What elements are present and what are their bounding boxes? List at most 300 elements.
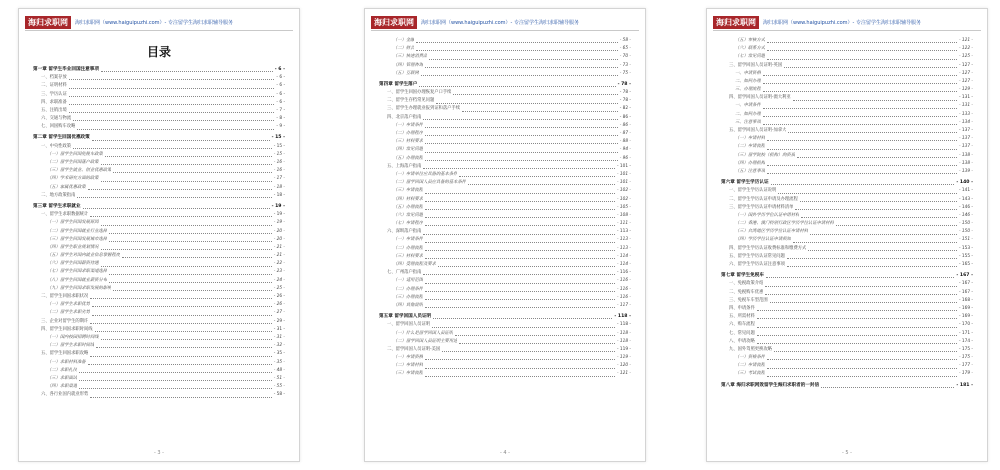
toc-entry[interactable] — [721, 127, 973, 135]
toc-entry-page: - 31 - — [273, 334, 285, 340]
toc-entry[interactable] — [721, 212, 973, 220]
toc-entry-title: 五、上海落户指南 — [387, 163, 422, 169]
toc-entry-title: （三）办理流程 — [393, 294, 424, 300]
toc-entry[interactable] — [721, 321, 973, 329]
dot-leader — [774, 351, 957, 352]
toc-entry[interactable] — [33, 159, 285, 167]
toc-entry[interactable] — [721, 228, 973, 236]
toc-entry[interactable] — [379, 253, 631, 261]
toc-entry[interactable] — [379, 228, 631, 236]
toc-entry-title: （三）考试流程 — [735, 371, 766, 377]
toc-entry[interactable] — [33, 269, 285, 277]
dot-leader — [462, 111, 618, 112]
dot-leader — [101, 71, 273, 72]
toc-entry-title: 三、办理流程 — [735, 87, 761, 93]
toc-entry[interactable] — [721, 187, 973, 195]
toc-entry-page: - 78 - — [619, 98, 631, 104]
toc-entry[interactable] — [721, 330, 973, 338]
toc-entry[interactable] — [721, 237, 973, 245]
toc-entry[interactable] — [379, 146, 631, 154]
toc-entry-title: 七、广州落户指南 — [387, 270, 422, 276]
toc-entry[interactable] — [721, 220, 973, 228]
toc-entry[interactable] — [721, 168, 973, 176]
toc-entry-page: - 31 - — [273, 326, 285, 332]
toc-entry-page: - 116 - — [616, 286, 631, 292]
toc-entry-page: - 167 - — [958, 281, 973, 287]
dot-leader — [105, 156, 272, 157]
toc-entry-page: - 73 - — [619, 62, 631, 68]
toc-entry[interactable] — [721, 94, 973, 102]
dot-leader — [425, 209, 615, 210]
toc-entry-title: （九）留学生回国求职发展的影响 — [47, 285, 112, 291]
toc-entry[interactable] — [33, 143, 285, 151]
dot-leader — [425, 127, 618, 128]
header-tagline: 海归求职网（www.haiguipuzhi.com）- 专注留学生海归求职辅导服务 — [763, 20, 921, 26]
toc-entry[interactable] — [721, 103, 973, 111]
toc-entry-title: 三、留学回国人员证明-英国 — [729, 62, 783, 68]
toc-entry[interactable] — [379, 155, 631, 163]
toc-title: 目录 — [146, 45, 171, 59]
toc-entry[interactable] — [33, 318, 285, 326]
toc-entry[interactable] — [33, 334, 285, 342]
dot-leader — [88, 364, 272, 365]
toc-entry[interactable] — [379, 245, 631, 253]
dot-leader — [101, 225, 272, 226]
toc-entry-page: - 113 - — [616, 237, 631, 243]
toc-entry-title: 二、留学生回国求职状况 — [41, 294, 89, 300]
toc-entry[interactable] — [33, 91, 285, 99]
toc-entry[interactable] — [721, 280, 973, 288]
dot-leader — [69, 112, 275, 113]
toc-entry[interactable] — [379, 261, 631, 269]
toc-entry[interactable] — [721, 253, 973, 261]
toc-entry-page: - 121 - — [616, 371, 631, 377]
toc-entry[interactable] — [379, 321, 631, 329]
toc-entry-page: - 167 - — [958, 289, 973, 295]
toc-entry[interactable] — [721, 86, 973, 94]
toc-chapter-entry[interactable] — [33, 66, 285, 74]
toc-entry[interactable] — [33, 260, 285, 268]
toc-entry[interactable] — [721, 204, 973, 212]
toc-entry-title: （五）办理流程 — [393, 204, 424, 210]
dot-leader — [766, 277, 954, 278]
dot-leader — [765, 286, 957, 287]
dot-leader — [425, 225, 615, 226]
dot-leader — [767, 359, 957, 360]
toc-entry[interactable] — [379, 179, 631, 187]
toc-entry-title: （五）审核方式 — [735, 37, 766, 43]
toc-entry-title: 一、中央性政策 — [41, 143, 72, 149]
toc-entry[interactable] — [379, 330, 631, 338]
toc-entry[interactable] — [379, 371, 631, 379]
toc-entry-title: （七）申请程序 — [393, 221, 424, 227]
toc-entry[interactable] — [721, 53, 973, 61]
dot-leader — [765, 294, 957, 295]
toc-entry[interactable] — [721, 261, 973, 269]
toc-entry[interactable] — [379, 114, 631, 122]
toc-entry-page: - 133 - — [958, 111, 973, 117]
toc-entry[interactable] — [721, 371, 973, 379]
toc-entry-page: - 114 - — [616, 262, 631, 268]
dot-leader — [757, 310, 957, 311]
toc-entry[interactable] — [721, 143, 973, 151]
toc-entry[interactable] — [379, 45, 631, 53]
toc-entry[interactable] — [379, 130, 631, 138]
toc-entry[interactable] — [33, 359, 285, 367]
dot-leader — [73, 148, 272, 149]
toc-entry-page: - 101 - — [616, 171, 631, 177]
toc-entry[interactable] — [379, 187, 631, 195]
toc-entry[interactable] — [379, 122, 631, 130]
toc-entry-page: - 23 - — [273, 269, 285, 275]
toc-entry[interactable] — [379, 362, 631, 370]
toc-entry-title: （一）求职材料准备 — [47, 359, 86, 365]
toc-entry[interactable] — [33, 184, 285, 192]
dot-leader — [763, 124, 957, 125]
toc-entry-title: 二、如何办理 — [735, 111, 761, 117]
toc-entry[interactable] — [379, 338, 631, 346]
dot-leader — [770, 302, 957, 303]
toc-entry-page: - 118 - — [616, 330, 631, 336]
toc-entry[interactable] — [721, 297, 973, 305]
brand-logo: 海归求职网 — [713, 16, 759, 29]
toc-entry[interactable] — [379, 237, 631, 245]
toc-entry-title: （二）留学生求职劣势 — [47, 310, 90, 316]
toc-entry[interactable] — [33, 342, 285, 350]
toc-entry[interactable] — [379, 89, 631, 97]
toc-entry[interactable] — [33, 375, 285, 383]
dot-leader — [79, 380, 272, 381]
toc-entry[interactable] — [379, 354, 631, 362]
toc-entry[interactable] — [379, 171, 631, 179]
toc-entry[interactable] — [33, 367, 285, 375]
toc-entry[interactable] — [721, 37, 973, 45]
toc-entry-title: （四）受理流程及要求 — [393, 262, 436, 268]
dot-leader — [442, 351, 615, 352]
toc-entry-page: - 181 - — [956, 382, 973, 388]
dot-leader — [101, 339, 272, 340]
toc-entry-title: 一、留学生学历认证说明 — [729, 188, 777, 194]
toc-chapter-entry[interactable] — [721, 382, 973, 390]
toc-entry-page: - 75 - — [619, 70, 631, 76]
dot-leader — [763, 116, 957, 117]
toc-entry-title: （六）常见问题 — [393, 212, 424, 218]
dot-leader — [793, 242, 957, 243]
toc-entry-page: - 151 - — [958, 237, 973, 243]
toc-entry[interactable] — [721, 111, 973, 119]
dot-leader — [109, 233, 272, 234]
toc-entry-page: - 108 - — [616, 212, 631, 218]
dot-leader — [800, 201, 957, 202]
toc-entry[interactable] — [379, 277, 631, 285]
toc-entry[interactable] — [379, 163, 631, 171]
toc-entry[interactable] — [33, 228, 285, 236]
toc-entry-title: 六、留学生学历认证注意事项 — [729, 262, 785, 268]
toc-entry[interactable] — [33, 99, 285, 107]
toc-entry-title: 一、档案存放 — [41, 75, 67, 81]
toc-entry-page: - 16 - — [273, 168, 285, 174]
toc-entry[interactable] — [33, 293, 285, 301]
toc-entry-page: - 116 - — [616, 294, 631, 300]
toc-entry-title: （五）互联网 — [393, 70, 419, 76]
toc-entry[interactable] — [33, 175, 285, 183]
toc-entry[interactable] — [379, 269, 631, 277]
toc-entry-page: - 22 - — [273, 261, 285, 267]
toc-entry[interactable] — [721, 196, 973, 204]
toc-entry-title: （二）申请流程 — [735, 144, 766, 150]
toc-chapter-entry[interactable] — [721, 272, 973, 280]
page-header — [713, 15, 981, 31]
toc-entry-title: 一、留学回国人员证明 — [387, 322, 430, 328]
toc-entry-page: - 19 - — [271, 203, 285, 209]
toc-entry[interactable] — [379, 196, 631, 204]
dot-leader — [788, 132, 957, 133]
toc-entry-title: （三）申请流程 — [393, 371, 424, 377]
toc-entry[interactable] — [33, 277, 285, 285]
toc-entry[interactable] — [33, 301, 285, 309]
dot-leader — [109, 282, 272, 283]
toc-entry-page: - 70 - — [619, 54, 631, 60]
toc-entry-page: - 17 - — [273, 176, 285, 182]
dot-leader — [425, 193, 615, 194]
toc-entry[interactable] — [721, 152, 973, 160]
toc-entry[interactable] — [721, 70, 973, 78]
dot-leader — [801, 217, 957, 218]
toc-entry[interactable] — [721, 289, 973, 297]
toc-entry[interactable] — [33, 167, 285, 175]
dot-leader — [763, 75, 957, 76]
toc-entry-page: - 15 - — [273, 151, 285, 157]
toc-entry[interactable] — [379, 302, 631, 310]
toc-entry-title: 第二章 留学生回国优惠政策 — [33, 135, 90, 141]
toc-entry-title: （一）金融 — [393, 37, 415, 43]
toc-entry[interactable] — [379, 286, 631, 294]
toc-entry[interactable] — [379, 220, 631, 228]
toc-chapter-entry[interactable] — [33, 135, 285, 143]
toc-entry-page: - 101 - — [616, 163, 631, 169]
dot-leader — [763, 91, 957, 92]
toc-entry-page: - 118 - — [616, 322, 631, 328]
toc-entry[interactable] — [721, 45, 973, 53]
toc-entry-title: 二、如何办理 — [735, 78, 761, 84]
toc-entry-title: 九、国外驾照更换攻略 — [729, 346, 772, 352]
toc-entry-title: 三、企业对留学生的期许 — [41, 318, 89, 324]
header-tagline: 海归求职网（www.haiguipuzhi.com）- 专注留学生海归求职辅导服务 — [75, 20, 233, 26]
toc-entry-title: 一、申请资格 — [735, 70, 761, 76]
toc-entry-page: - 35 - — [273, 351, 285, 357]
toc-entry-page: - 102 - — [616, 188, 631, 194]
toc-entry[interactable] — [379, 106, 631, 114]
toc-entry-title: （一）国内校园招聘时间线 — [47, 334, 99, 340]
toc-entry-title: （三）材料要求 — [393, 253, 424, 259]
header-tagline: 海归求职网（www.haiguipuzhi.com）- 专注留学生海归求职辅导服务 — [421, 20, 579, 26]
dot-leader — [767, 50, 957, 51]
toc-entry[interactable] — [33, 151, 285, 159]
toc-entry[interactable] — [33, 82, 285, 90]
page-header — [371, 15, 639, 31]
toc-entry-page: - 82 - — [619, 106, 631, 112]
toc-entry[interactable] — [33, 326, 285, 334]
toc-entry[interactable] — [33, 192, 285, 200]
toc-entry[interactable] — [33, 123, 285, 131]
toc-entry[interactable] — [721, 362, 973, 370]
toc-entry[interactable] — [33, 285, 285, 293]
toc-entry[interactable] — [721, 354, 973, 362]
toc-entry[interactable] — [379, 212, 631, 220]
toc-entry-page: - 140 - — [956, 180, 973, 186]
toc-entry-page: - 127 - — [958, 78, 973, 84]
toc-entry-page: - 175 - — [958, 346, 973, 352]
toc-entry-title: （八）留学生回国就业薪资分布 — [47, 277, 108, 283]
toc-entry-title: 七、回国购车攻略 — [41, 124, 76, 130]
dot-leader — [425, 143, 618, 144]
dot-leader — [92, 315, 272, 316]
toc-entry[interactable] — [721, 62, 973, 70]
toc-entry-page: - 58 - — [619, 37, 631, 43]
dot-leader — [778, 193, 957, 194]
toc-entry-title: （四）材料要求 — [393, 196, 424, 202]
toc-entry-title: （三）台湾地区学历学位认证申请材料 — [735, 229, 809, 235]
toc-entry-title: 三、留学生学历认证申请材料清单 — [729, 204, 794, 210]
toc-entry[interactable] — [721, 135, 973, 143]
toc-entry[interactable] — [379, 70, 631, 78]
toc-entry-title: （二）申请流程 — [735, 363, 766, 369]
toc-entry-title: 七、常见问题 — [729, 330, 755, 336]
dot-leader — [416, 42, 617, 43]
page-number: - 3 - — [154, 450, 164, 456]
dot-leader — [757, 327, 957, 328]
toc-entry-title: （二）留学生回国落户政策 — [47, 160, 99, 166]
dot-leader — [793, 100, 957, 101]
toc-entry-title: 三、免税车车型范围 — [729, 297, 768, 303]
toc-entry-title: （一）申请资格 — [393, 355, 424, 361]
toc-entry-page: - 118 - — [614, 314, 631, 320]
toc-entry-page: - 7 - — [276, 107, 285, 113]
toc-entry[interactable] — [379, 62, 631, 70]
toc-chapter-entry[interactable] — [379, 81, 631, 89]
dot-leader — [92, 140, 270, 141]
toc-entry[interactable] — [33, 350, 285, 358]
toc-entry[interactable] — [33, 244, 285, 252]
toc-entry-title: 三、留学生办理就业报到证和落户手续 — [387, 106, 461, 112]
dot-leader — [77, 197, 271, 198]
toc-entry[interactable] — [721, 338, 973, 346]
dot-leader — [423, 274, 615, 275]
toc-entry-page: - 16 - — [273, 160, 285, 166]
toc-entry-page: - 119 - — [616, 355, 631, 361]
toc-entry-title: 四、求职准备 — [41, 99, 67, 105]
toc-entry-page: - 138 - — [958, 160, 973, 166]
toc-entry-page: - 125 - — [958, 54, 973, 60]
dot-leader — [787, 266, 957, 267]
toc-entry-title: （五）办理流程 — [393, 155, 424, 161]
toc-entry[interactable] — [33, 219, 285, 227]
dot-leader — [83, 208, 270, 209]
toc-entry-page: - 169 - — [958, 314, 973, 320]
dot-leader — [79, 388, 272, 389]
toc-entry-page: - 121 - — [958, 37, 973, 43]
dot-leader — [810, 234, 957, 235]
toc-entry[interactable] — [721, 78, 973, 86]
toc-entry-title: （二）留学生求职时间线 — [47, 343, 95, 349]
dot-leader — [432, 327, 615, 328]
toc-entry-title: 二、证明材料 — [41, 83, 67, 89]
toc-entry[interactable] — [379, 97, 631, 105]
dot-leader — [425, 368, 615, 369]
toc-entry-page: - 86 - — [619, 114, 631, 120]
toc-entry[interactable] — [33, 211, 285, 219]
toc-entry-title: （三）留学生就业、创业优惠政策 — [47, 168, 112, 174]
toc-entry-title: （二）香港、澳门特别行政区学历学位认证申请材料 — [735, 221, 834, 227]
toc-entry[interactable] — [379, 204, 631, 212]
toc-entry-page: - 6 - — [276, 99, 285, 105]
toc-entry[interactable] — [721, 160, 973, 168]
toc-entry-page: - 165 - — [958, 262, 973, 268]
toc-entry-title: 一、留学生求职数据统计 — [41, 212, 89, 218]
toc-entry[interactable] — [379, 37, 631, 45]
brand-logo: 海归求职网 — [25, 16, 71, 29]
page-header — [25, 15, 293, 31]
toc-entry-page: - 58 - — [273, 392, 285, 398]
toc-entry-page: - 167 - — [956, 273, 973, 279]
toc-entry[interactable] — [379, 294, 631, 302]
toc-entry[interactable] — [721, 313, 973, 321]
toc-entry[interactable] — [33, 391, 285, 399]
toc-entry[interactable] — [379, 138, 631, 146]
toc-entry-title: 四、申请条件 — [729, 305, 755, 311]
dot-leader — [421, 75, 618, 76]
toc-entry-page: - 131 - — [958, 95, 973, 101]
toc-entry-title: （四）学术研究方面的政策 — [47, 176, 99, 182]
dot-leader — [423, 234, 615, 235]
toc-entry-page: - 8 - — [276, 116, 285, 122]
toc-entry[interactable] — [33, 309, 285, 317]
toc-entry-page: - 114 - — [616, 253, 631, 259]
toc-chapter-entry[interactable] — [721, 179, 973, 187]
toc-chapter-entry[interactable] — [33, 203, 285, 211]
toc-entry[interactable] — [379, 53, 631, 61]
toc-chapter-entry[interactable] — [379, 313, 631, 321]
dot-leader — [797, 157, 957, 158]
toc-entry-page: - 177 - — [958, 363, 973, 369]
toc-entry[interactable] — [33, 74, 285, 82]
toc-entry-title: 第七章 留学生免税车 — [721, 273, 764, 279]
toc-entry[interactable] — [379, 346, 631, 354]
dot-leader — [73, 120, 274, 121]
toc-entry[interactable] — [33, 252, 285, 260]
toc-entry-page: - 120 - — [616, 363, 631, 369]
toc-entry-page: - 175 - — [958, 355, 973, 361]
toc-entry-title: （二）办理程序 — [393, 131, 424, 137]
toc-entry-title: （一）申请条件 — [393, 237, 424, 243]
toc-entry[interactable] — [721, 346, 973, 354]
toc-entry[interactable] — [721, 119, 973, 127]
dot-leader — [767, 42, 957, 43]
toc-entry-page: - 116 - — [616, 270, 631, 276]
dot-leader — [821, 387, 954, 388]
toc-entry[interactable] — [33, 383, 285, 391]
toc-entry[interactable] — [33, 236, 285, 244]
toc-entry[interactable] — [721, 245, 973, 253]
toc-entry[interactable] — [33, 107, 285, 115]
dot-leader — [455, 335, 615, 336]
dot-leader — [767, 165, 957, 166]
dot-leader — [757, 318, 957, 319]
dot-leader — [90, 216, 271, 217]
toc-entry-title: 八、申请攻略 — [729, 338, 755, 344]
toc-entry[interactable] — [721, 305, 973, 313]
toc-entry[interactable] — [33, 115, 285, 123]
